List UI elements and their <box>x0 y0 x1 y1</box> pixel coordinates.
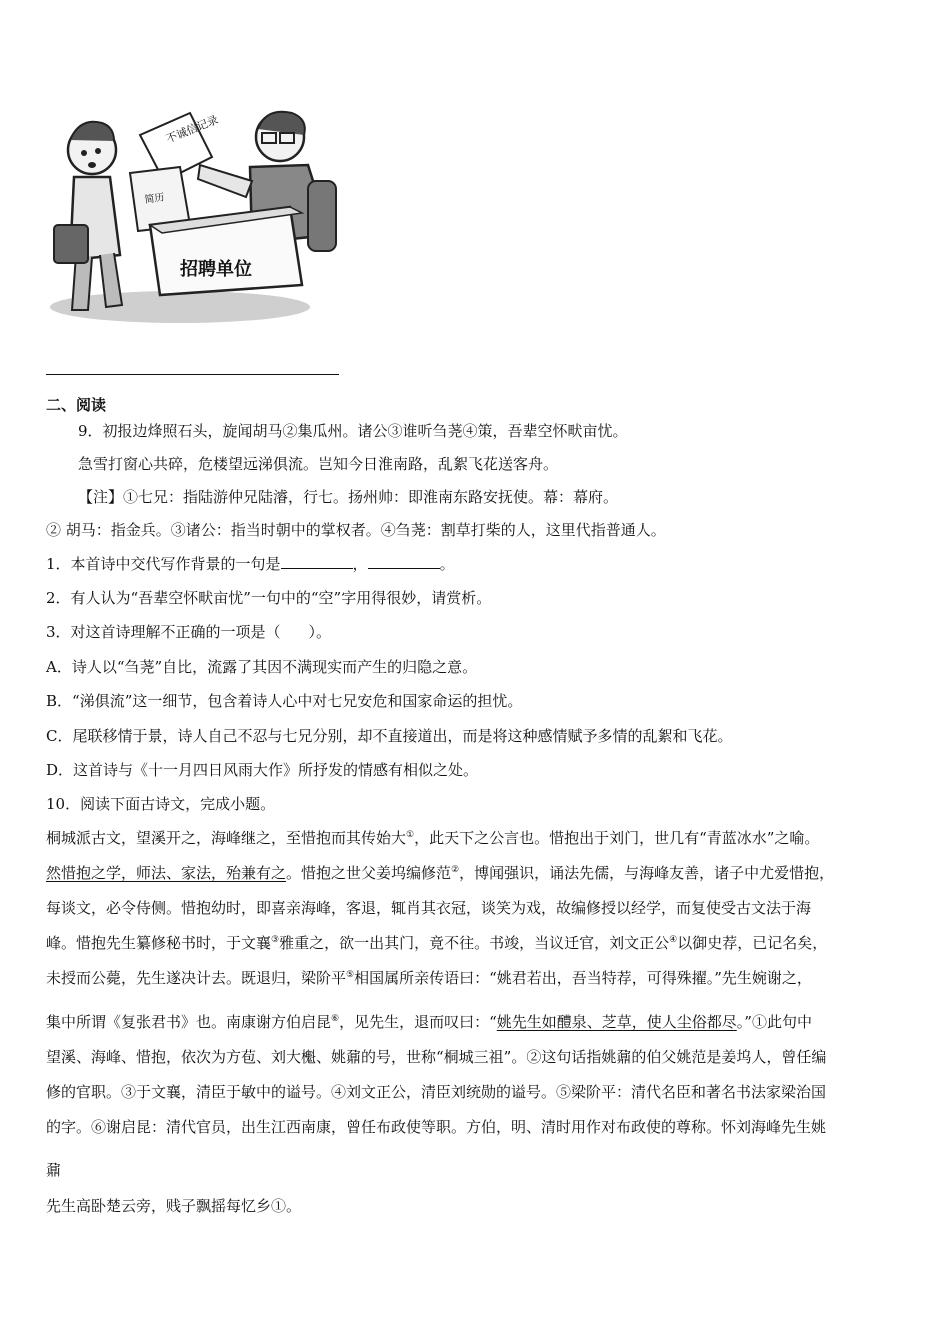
passage-line-2: 然惜抱之学，师法、家法，殆兼有之。惜抱之世父姜坞编修范②，博闻强识，诵法先儒，与海峰友善，诸子中尤爱惜抱， <box>46 864 835 882</box>
section-title: 二、阅读 <box>46 396 107 414</box>
passage-note-line-3: 的字。⑥谢启昆：清代官员，出生江西南康，曾任布政使等职。方伯，明、清时用作对布政使的尊称。怀刘海峰先生姚 <box>46 1118 827 1136</box>
poem-line-2: 急雪打窗心共碎，危楼望远涕俱流。岂知今日淮南路，乱絮飞花送客舟。 <box>78 455 559 473</box>
cartoon-illustration <box>40 95 340 330</box>
passage-note-line-1: 望溪、海峰、惜抱，依次为方苞、刘大櫆、姚鼐的号，世称“桐城三祖”。②这句话指姚鼐的伯父姚范是姜坞人，曾任编 <box>46 1048 827 1066</box>
passage-note-line-4: 鼐 <box>46 1161 62 1179</box>
question-10-title: 10．阅读下面古诗文，完成小题。 <box>46 795 276 813</box>
answer-blank-1[interactable] <box>281 554 353 569</box>
poem-title-line: 先生高卧楚云旁，贱子飘摇每忆乡①。 <box>46 1197 302 1215</box>
question-3: 3．对这首诗理解不正确的一项是（ ）。 <box>46 623 332 641</box>
question-2: 2．有人认为“吾辈空怀畎亩忧”一句中的“空”字用得很妙，请赏析。 <box>46 589 492 607</box>
option-d: D．这首诗与《十一月四日风雨大作》所抒发的情感有相似之处。 <box>46 761 479 779</box>
passage-line-4: 峰。惜抱先生纂修秘书时，于文襄③雅重之，欲一出其门，竟不往。书竣，当议迁官，刘文正公④以御史荐，已记名矣， <box>46 934 828 952</box>
option-b: B．“涕俱流”这一细节，包含着诗人心中对七兄安危和国家命运的担忧。 <box>46 692 523 710</box>
passage-line-1: 桐城派古文，望溪开之，海峰继之，至惜抱而其传始大①，此天下之公言也。惜抱出于刘门，世几有“青蓝冰水”之喻。 <box>46 829 820 847</box>
doc-label: 简历 <box>143 192 166 206</box>
passage-line-6: 集中所谓《复张君书》也。南康谢方伯启昆⑥，见先生，退而叹曰：“姚先生如醴泉、芝草，使人尘俗都尽。”①此句中 <box>46 1013 812 1031</box>
option-a: A．诗人以“刍荛”自比，流露了其因不满现实而产生的归隐之意。 <box>46 658 478 676</box>
answer-blank-2[interactable] <box>368 554 440 569</box>
option-c: C．尾联移情于景，诗人自己不忍与七兄分别，却不直接道出，而是将这种感情赋予多情的乱絮和飞花。 <box>46 727 733 745</box>
passage-line-3: 每谈文，必令侍侧。惜抱幼时，即喜亲海峰，客退，辄肖其衣冠，谈笑为戏，故编修授以经学，而复使受古文法于海 <box>46 899 812 917</box>
poem-note-1: 【注】①七兄：指陆游仲兄陆濬，行七。扬州帅：即淮南东路安抚使。幕：幕府。 <box>78 488 619 506</box>
passage-note-line-2: 修的官职。③于文襄，清臣于敏中的谥号。④刘文正公，清臣刘统勋的谥号。⑤梁阶平：清代名臣和著名书法家梁治国 <box>46 1083 827 1101</box>
question-1: 1．本首诗中交代写作背景的一句是 ， 。 <box>46 555 455 573</box>
poem-line-1: 9．初报边烽照石头，旋闻胡马②集瓜州。诸公③谁听刍荛④策，吾辈空怀畎亩忧。 <box>78 422 628 440</box>
passage-line-5: 未授而公薨，先生遂决计去。既退归，梁阶平⑤相国属所亲传语曰：“姚君若出，吾当特荐，可得殊擢。”先生婉谢之， <box>46 969 812 987</box>
paper-label: 不诚信记录 <box>164 113 221 146</box>
poem-note-2: ② 胡马：指金兵。③诸公：指当时朝中的掌权者。④刍荛：割草打柴的人，这里代指普通人。 <box>46 521 666 539</box>
separator-line <box>46 374 339 375</box>
desk-sign: 招聘单位 <box>180 259 252 280</box>
